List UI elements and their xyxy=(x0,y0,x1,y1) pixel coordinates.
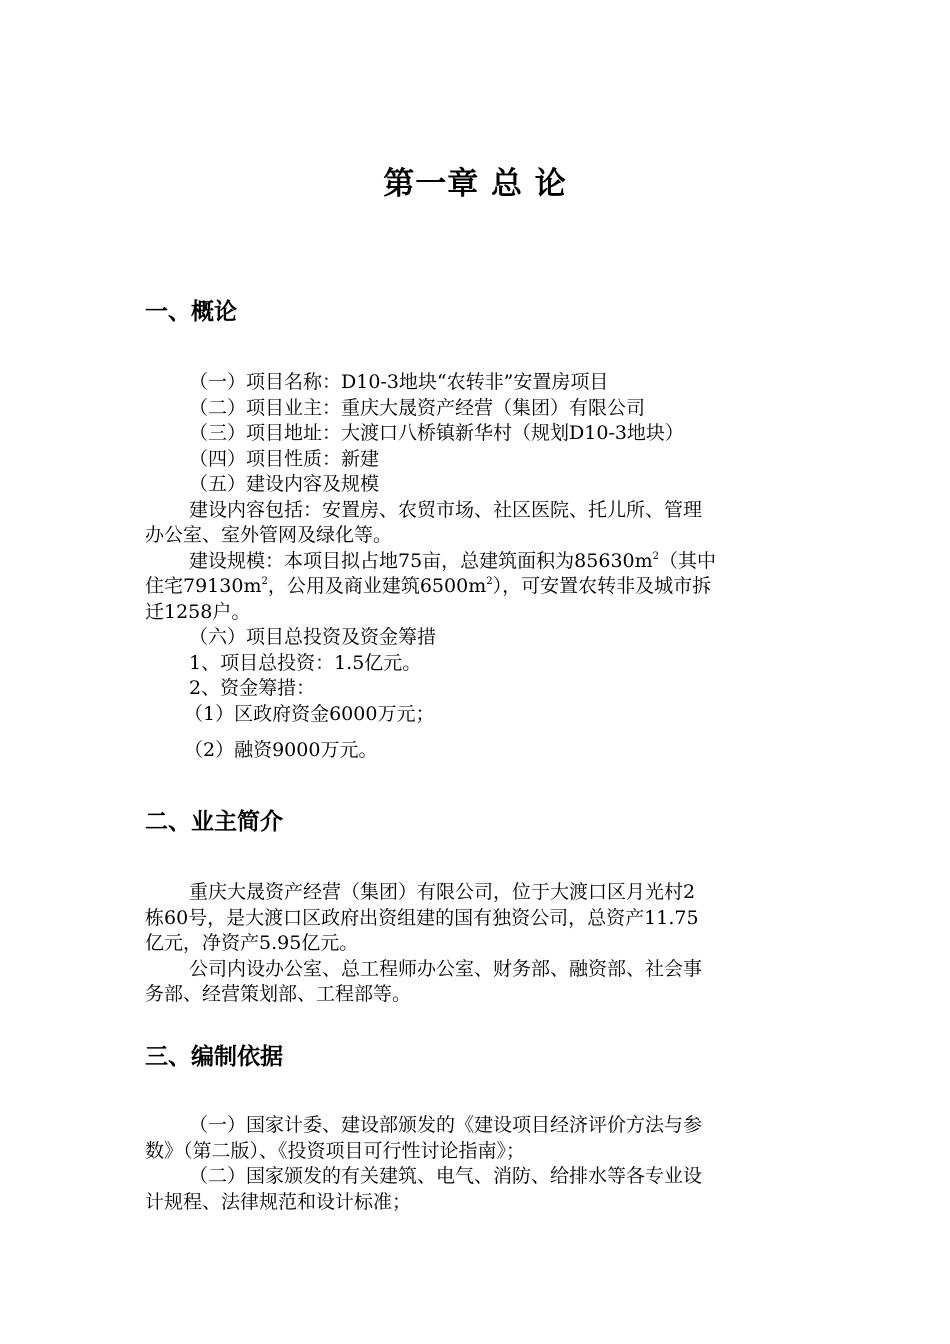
section-heading-owner: 二、业主简介 xyxy=(145,809,283,835)
basis-1-line-2: 数》（第二版）、《投资项目可行性讨论指南》； xyxy=(145,1139,526,1162)
investment-title: （六）项目总投资及资金筹措 xyxy=(189,626,437,648)
project-address: （三）项目地址：大渡口八桥镇新华村（规划D10-3地块） xyxy=(189,422,684,444)
owner-para-line-2: 栋60号，是大渡口区政府出资组建的国有独资公司，总资产11.75 xyxy=(145,906,699,929)
project-scope-title: （五）建设内容及规模 xyxy=(189,473,380,495)
content-line-1: 建设内容包括：安置房、农贸市场、社区医院、托儿所、管理 xyxy=(189,498,703,521)
project-name: （一）项目名称：D10-3地块“农转非”安置房项目 xyxy=(189,371,609,393)
basis-2-line-1: （二）国家颁发的有关建筑、电气、消防、给排水等各专业设 xyxy=(189,1165,703,1187)
owner-para2-line-1: 公司内设办公室、总工程师办公室、财务部、融资部、社会事 xyxy=(189,957,703,980)
content-line-2: 办公室、室外管网及绿化等。 xyxy=(145,524,393,546)
total-investment: 1、项目总投资：1.5亿元。 xyxy=(189,651,422,674)
project-nature: （四）项目性质：新建 xyxy=(189,447,380,470)
basis-2-line-2: 计规程、法律规范和设计标准； xyxy=(145,1190,412,1213)
owner-para-line-3: 亿元，净资产5.95亿元。 xyxy=(145,932,359,954)
owner-para2-line-2: 务部、经营策划部、工程部等。 xyxy=(145,983,412,1005)
section-heading-basis: 三、编制依据 xyxy=(145,1044,283,1070)
basis-1-line-1: （一）国家计委、建设部颁发的《建设项目经济评价方法与参 xyxy=(189,1114,703,1136)
chapter-title: 第一章 总 论 xyxy=(383,166,567,202)
project-owner: （二）项目业主：重庆大晟资产经营（集团）有限公司 xyxy=(189,396,646,419)
funding-title: 2、资金筹措： xyxy=(189,677,316,699)
scale-line-1: 建设规模：本项目拟占地75亩，总建筑面积为$85630m^2$（其中 xyxy=(189,549,717,572)
section-heading-overview: 一、概论 xyxy=(145,299,237,325)
fund-item-1: （1）区政府资金6000万元； xyxy=(184,702,435,725)
scale-line-3: 迁1258户。 xyxy=(145,600,251,623)
fund-item-2: （2）融资9000万元。 xyxy=(184,739,378,761)
scale-line-2: 住宅$79130m^2$，公用及商业建筑$6500m^2$），可安置农转非及城市拆 xyxy=(145,575,712,597)
owner-para-line-1: 重庆大晟资产经营（集团）有限公司，位于大渡口区月光村2 xyxy=(189,881,696,903)
